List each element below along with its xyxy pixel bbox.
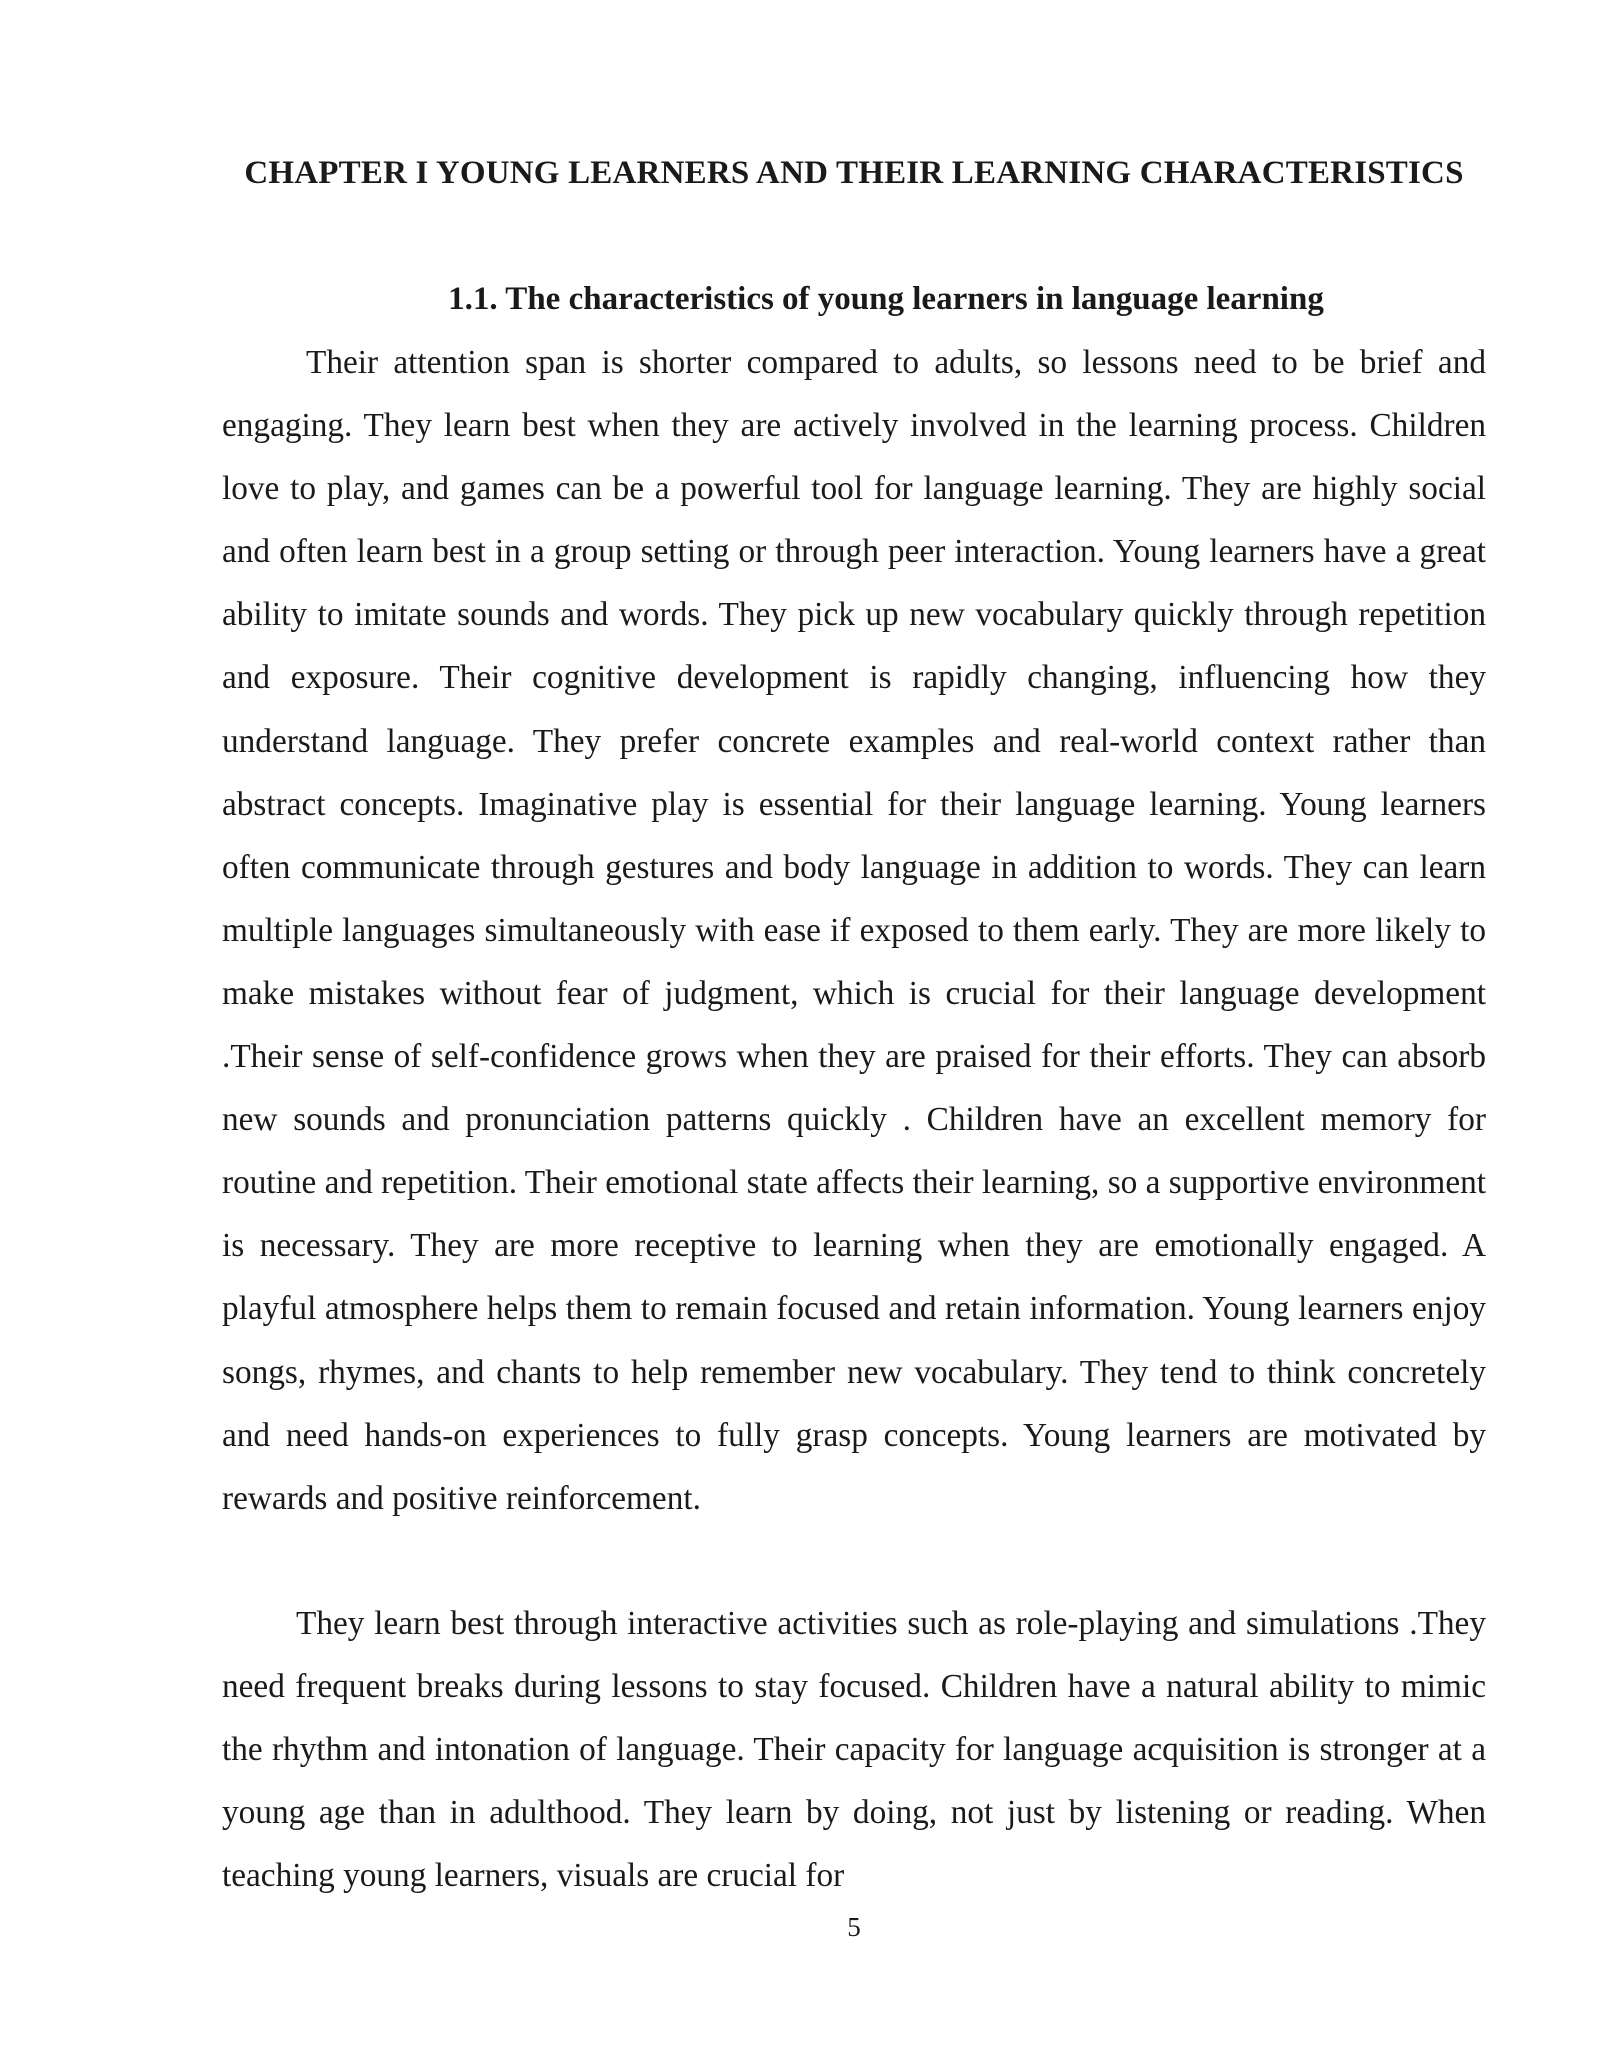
section-title-text: 1.1. The characteristics of young learners in language learning bbox=[448, 281, 1324, 317]
section-title bbox=[222, 268, 1486, 331]
page-number: 5 bbox=[847, 1912, 861, 1942]
body-paragraph-2: They learn best through interactive activities such as role-playing and simulations .They need frequent breaks during lessons to stay focused. Children have a natural ability to mimic the rhythm and intonation of language. Their capacity for language acquisition is stronger at a young age than in adulthood. They learn by doing, not just by listening or reading. When teaching young learners, visuals are crucial for bbox=[222, 1605, 1486, 1895]
body-paragraph-1: Their attention span is shorter compared to adults, so lessons need to be brief and engaging. They learn best when they are actively involved in the learning process. Children love to play, and games can be a powerful tool for language learning. They are highly social and often learn best in a group setting or through peer interaction. Young learners have a great ability to imitate sounds and words. They pick up new vocabulary quickly through repetition and exposure. Their cognitive development is rapidly changing, influencing how they understand language. They prefer concrete examples and real-world context rather than abstract concepts. Imaginative play is essential for their language learning. Young learners often communicate through gestures and body language in addition to words. They can learn multiple languages simultaneously with ease if exposed to them early. They are more likely to make mistakes without fear of judgment, which is crucial for their language development .Their sense of self-confidence grows when they are praised for their efforts. They can absorb new sounds and pronunciation patterns quickly . Children have an excellent memory for routine and repetition. Their emotional state affects their learning, so a supportive environment is necessary. They are more receptive to learning when they are emotionally engaged. A playful atmosphere helps them to remain focused and retain information. Young learners enjoy songs, rhymes, and chants to help remember new vocabulary. They tend to think concretely and need hands-on experiences to fully grasp concepts. Young learners are motivated by rewards and positive reinforcement. bbox=[222, 344, 1486, 1517]
chapter-title: CHAPTER I YOUNG LEARNERS AND THEIR LEARNING CHARACTERISTICS bbox=[244, 155, 1464, 191]
